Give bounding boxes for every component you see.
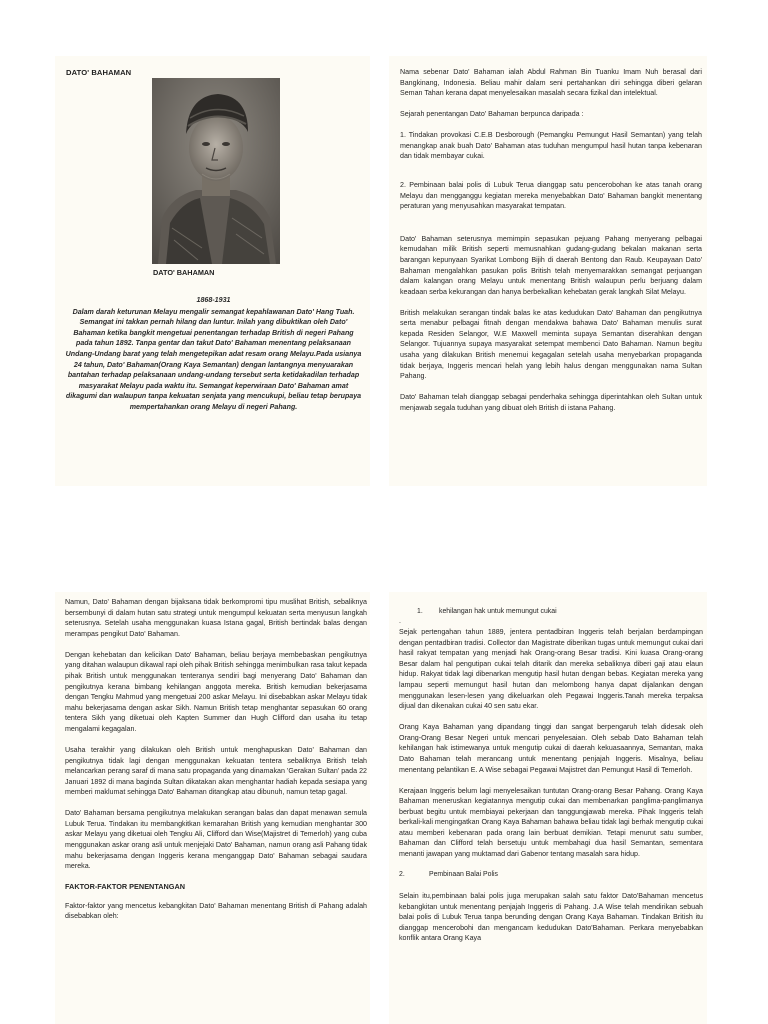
item-1-heading bbox=[399, 607, 703, 617]
page-2 bbox=[389, 56, 707, 486]
page-1 bbox=[55, 56, 370, 486]
intro-text bbox=[65, 295, 362, 413]
paragraph: Kerajaan Inggeris belum lagi menyelesaikan tuntutan Orang-orang Besar Pahang. Orang Kaya Bahaman meneruskan kegiatannya mengutip cukai dan membenarkan panglima-panglimanya berbuat begitu untuk membiayai pekerjaan dan tanggungjawab mereka. Pihak Inggeris telah berkali-kali mengingatkan Orang Kaya Bahaman bahawa beliau tidak lagi berhak mengutip cukai atau memberi kebenaran pada orang lain berbuat demikian. Tetapi menurut satu sumber, Bahaman dan Clifford telah bersetuju untuk membahagi dua hasil Semantan, sementara menanti jawapan yang muktamad dari Gabenor tentang masalah sara hidup. bbox=[399, 786, 703, 859]
page-title: DATO' BAHAMAN bbox=[66, 68, 132, 77]
page-2-text bbox=[400, 67, 702, 424]
portrait-image bbox=[152, 78, 280, 264]
section-heading: FAKTOR-FAKTOR PENENTANGAN bbox=[65, 882, 185, 892]
item-2-heading bbox=[399, 870, 703, 880]
item-heading-text: kehilangan hak untuk memungut cukai bbox=[439, 608, 557, 615]
paragraph: Dato' Bahaman bersama pengikutnya melakukan serangan balas dan dapat menawan semula Lubuk Terua. Tindakan itu membangkitkan kemarahan British yang kemudian menghantar 300 askar Melayu yang diketuai oleh Tengku Ali, Clifford dan Wise(Majistret di Temerloh) yang cuba menggunakan askar orang asli untuk menjejaki Dato' Bahaman, namun orang asli Pahang tidak mahu bekerjasama dengan Inggeris kerana menganggap Dato' Bahaman sebagai saudara mereka. bbox=[65, 809, 367, 871]
paragraph: Dato' Bahaman seterusnya memimpin sepasukan pejuang Pahang menyerang pelbagai kemudahan milik British seperti memusnahkan gudang-gudang bekalan makanan serta barangan kepunyaan Syarikat Lombong Bijih di daerah Bentong dan Raub. Keupayaan Dato' Bahaman mengalahkan pasukan polis British telah menyemarakkan semangat perjuangan dalam kalangan orang Melayu untuk menentang British walaupun perlu berjuang dalam keadaan serba kekurangan dan hanya berbekalkan kehebatan gerak langkah Silat Melayu. bbox=[400, 234, 702, 296]
photo-caption: DATO' BAHAMAN bbox=[153, 268, 215, 277]
page-3 bbox=[55, 592, 370, 1024]
item-number: 2. bbox=[399, 871, 405, 879]
paragraph: 2. Pembinaan balai polis di Lubuk Terua dianggap satu pencerobohan ke atas tanah orang Melayu dan mengganggu kegiatan mereka menyebabkan Dato' Bahaman bangkit menentang peraturan yang menyusahkan masyarakat tempatan. bbox=[400, 180, 702, 211]
life-years: 1868-1931 bbox=[196, 296, 231, 304]
paragraph: Dato' Bahaman telah dianggap sebagai penderhaka sehingga diperintahkan oleh Sultan untuk menjawab segala tuduhan yang dibuat oleh British di istana Pahang. bbox=[400, 393, 702, 412]
item-number: 1. bbox=[417, 608, 423, 615]
paragraph: Sejak pertengahan tahun 1889, jentera pentadbiran Inggeris telah berjalan berdampingan dengan pentadbiran tradisi. Collector dan Magistrate diberikan tugas untuk memungut cukai dari hasil rakyat tempatan yang menjadi hak Orang-orang Besar tradisi. Kini kuasa Orang-orang Besar dalam hal pengutipan cukai telah ditarik dan mereka sebaliknya diberi gaji atau elaun hidup. Rakyat tidak lagi dibenarkan mengutip hasil hutan dengan bebas. Kegiatan mereka yang lampau seperti memungut hasil hutan dan melombong hanya dapat dijalankan dengan menggunakan lesen-lesen yang dikeluarkan oleh Pegawai Inggeris.Tanah mereka terpaksa dijual dan dikenakan cukai 40 sen satu ekar. bbox=[399, 628, 703, 711]
intro-paragraph: Dalam darah keturunan Melayu mengalir semangat kepahlawanan Dato' Hang Tuah. Semangat ini takkan pernah hilang dan luntur. Inilah yang dibuktikan oleh Dato' Bahaman ketika bangkit mengetuai penentangan terhadap British di negeri Pahang pada tahun 1892. Tanpa gentar dan takut Dato' Bahaman menentang pelaksanaan Undang-Undang barat yang telah mengetepikan adat resam orang Melayu.Pada usianya 24 tahun, Dato' Bahaman(Orang Kaya Semantan) dengan lantangnya menyuarakan bantahan terhadap pelaksanaan undang-undang tersebut serta ketidakadilan terhadap masyarakat Melayu pada waktu itu. Semangat keperwiraan Dato' Bahaman amat dikagumi dan walaupun tanpa kekuatan senjata yang mencukupi, beliau tetap berupaya mempertahankan orang Melayu di negeri Pahang. bbox=[65, 307, 362, 411]
portrait-photo bbox=[152, 78, 280, 264]
paragraph: 1. Tindakan provokasi C.E.B Desborough (Pemangku Pemungut Hasil Semantan) yang telah menangkap anak buah Dato' Bahaman atas tuduhan mengumpul hasil hutan tanpa kebenaran dan tidak membayar cukai. bbox=[400, 131, 702, 161]
page-4 bbox=[389, 592, 707, 1024]
item-heading-text: Pembinaan Balai Polis bbox=[429, 871, 498, 879]
paragraph: Dengan kehebatan dan kelicikan Dato' Bahaman, beliau berjaya membebaskan pengikutnya yang ditahan walaupun dikawal rapi oleh pihak British sehingga menimbulkan rasa takut kepada pihak British untuk menggunakan tenteranya sendiri bagi menyerang Dato' Bahaman dan pengikutnya kerana bimbang kehilangan anggota mereka. British kemudian bekerjasama dengan Tengku Mahmud yang mengetuai 200 askar Melayu. Ini disebabkan askar Melayu tidak mahu bekerjasama dengan askar Sikh. Namun British tetap menghantar sepasukan 60 orang tentera Sikh yang diketuai oleh Kapten Summer dan Hugh Clifford dan usaha itu tetap mengalami kegagalan. bbox=[65, 650, 367, 733]
paragraph: Selain itu,pembinaan balai polis juga merupakan salah satu faktor Dato'Bahaman mencetus kebangkitan untuk menentang penjajah Inggeris di Pahang. J.A Wise telah mendirikan sebuah balai polis di Lubuk Terua tanpa berunding dengan Orang Kaya Bahaman. Tindakan British itu dianggap mencerobohi dan mengancam kedudukan Dato'Bahaman. Perkara menyebabkan konflik antara Orang Kaya bbox=[399, 892, 703, 943]
page-4-text bbox=[399, 607, 703, 954]
page-3-text bbox=[65, 597, 367, 932]
stray-mark: . bbox=[399, 618, 401, 625]
paragraph: Usaha terakhir yang dilakukan oleh British untuk menghapuskan Dato' Bahaman dan pengikutnya tidak lagi dengan menggunakan kekuatan tentera sebaliknya British telah melancarkan perang saraf di mana satu propaganda yang dinamakan 'Gerakan Sultan' pada 22 Januari 1892 di mana baginda Sultan dikatakan akan menghantar hadiah kepada sesiapa yang memberi maklumat sehingga Dato' Bahaman ditangkap atau dibunuh, namun tetap gagal. bbox=[65, 745, 367, 797]
paragraph: Nama sebenar Dato' Bahaman ialah Abdul Rahman Bin Tuanku Imam Nuh berasal dari Bangkinang, Indonesia. Beliau mahir dalam seni pertahankan diri sehingga diberi gelaran Seman Tahan kerana dapat menyelesaikan masalah secara fizikal dan intelektual. bbox=[400, 68, 702, 98]
paragraph: Orang Kaya Bahaman yang dipandang tinggi dan sangat berpengaruh telah didesak oleh Orang-Orang Besar Negeri untuk mencari penyelesaian. Oleh sebab Dato Bahaman telah kehilangan hak istimewanya untuk mengutip cukai di daerah kekuasaannya, Semantan, maka Dato Bahaman telah merancang untuk menentang penjajah Inggeris. Misalnya, beliau menentang pelantikan E. A Wise sebagai Pegawai Majistret dan Pemungut Hasil di Temerloh. bbox=[399, 723, 703, 774]
paragraph: Namun, Dato' Bahaman dengan bijaksana tidak berkompromi tipu muslihat British, sebaliknya bersembunyi di dalam hutan satu strategi untuk mengumpul kekuatan serta menyusun langkah seterusnya. Setelah usaha menggunakan kuasa Istana gagal, British bertindak balas dengan merampas pengikut Dato' Bahaman. bbox=[65, 598, 367, 638]
paragraph: Faktor-faktor yang mencetus kebangkitan Dato' Bahaman menentang British di Pahang adalah disebabkan oleh: bbox=[65, 901, 367, 921]
paragraph: Sejarah penentangan Dato' Bahaman berpunca daripada : bbox=[400, 110, 584, 119]
paragraph: British melakukan serangan tindak balas ke atas kedudukan Dato' Bahaman dan pengikutnya serta menabur pelbagai fitnah dengan mendakwa bahawa Dato' Bahaman menulis surat kepada Residen Selangor, W.E Maxwell meminta supaya Semantan diserahkan dengan Selangor. Tujuannya supaya masyarakat setempat membenci Dato Bahaman. Namun begitu usaha yang dilakukan British menemui kegagalan setelah usaha menyebarkan propaganda tidak berjaya, Inggeris mencari helah yang lebih halus dengan menggunakan nama Sultan Pahang. bbox=[400, 308, 702, 381]
